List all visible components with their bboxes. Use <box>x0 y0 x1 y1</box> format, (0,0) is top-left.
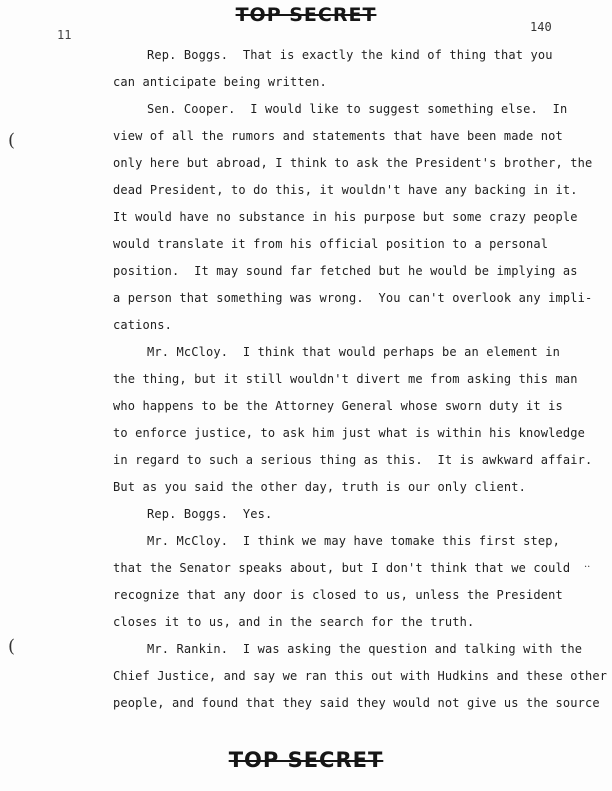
margin-bracket-mark: ( <box>8 130 16 151</box>
page-number: 140 <box>530 20 552 34</box>
margin-bracket-mark: ( <box>8 636 16 657</box>
transcript-line: Mr. McCloy. I think we may have tomake this first step, <box>147 534 560 548</box>
transcript-line: It would have no substance in his purpose but some crazy people <box>113 210 578 224</box>
transcript-line: the thing, but it still wouldn't divert me from asking this man <box>113 372 578 386</box>
transcript-line: But as you said the other day, truth is our only client. <box>113 480 526 494</box>
transcript-line: closes it to us, and in the search for the truth. <box>113 615 475 629</box>
classification-header: TOP SECRET <box>235 4 377 26</box>
transcript-line: Chief Justice, and say we ran this out with Hudkins and these other <box>113 669 608 683</box>
transcript-line: can anticipate being written. <box>113 75 327 89</box>
transcript-line: only here but abroad, I think to ask the President's brother, the <box>113 156 593 170</box>
transcript-line: Sen. Cooper. I would like to suggest something else. In <box>147 102 568 116</box>
margin-dot-mark: .. <box>584 559 591 570</box>
folio-number: 11 <box>57 28 72 42</box>
transcript-line: view of all the rumors and statements that have been made not <box>113 129 563 143</box>
transcript-line: recognize that any door is closed to us, unless the President <box>113 588 563 602</box>
classification-footer: TOP SECRET <box>228 748 384 772</box>
transcript-line: that the Senator speaks about, but I don't think that we could <box>113 561 571 575</box>
transcript-line: Mr. McCloy. I think that would perhaps be an element in <box>147 345 560 359</box>
transcript-line: in regard to such a serious thing as this. It is awkward affair. <box>113 453 593 467</box>
transcript-line: position. It may sound far fetched but he would be implying as <box>113 264 578 278</box>
transcript-line: Rep. Boggs. That is exactly the kind of thing that you <box>147 48 553 62</box>
transcript-line: dead President, to do this, it wouldn't have any backing in it. <box>113 183 578 197</box>
transcript-line: would translate it from his official position to a personal <box>113 237 549 251</box>
transcript-body <box>113 42 608 717</box>
transcript-line: people, and found that they said they would not give us the source <box>113 696 600 710</box>
transcript-line: to enforce justice, to ask him just what is within his knowledge <box>113 426 585 440</box>
transcript-line: a person that something was wrong. You can't overlook any impli- <box>113 291 593 305</box>
transcript-line: cations. <box>113 318 172 332</box>
transcript-line: Mr. Rankin. I was asking the question and talking with the <box>147 642 583 656</box>
transcript-line: Rep. Boggs. Yes. <box>147 507 273 521</box>
transcript-line: who happens to be the Attorney General whose sworn duty it is <box>113 399 563 413</box>
